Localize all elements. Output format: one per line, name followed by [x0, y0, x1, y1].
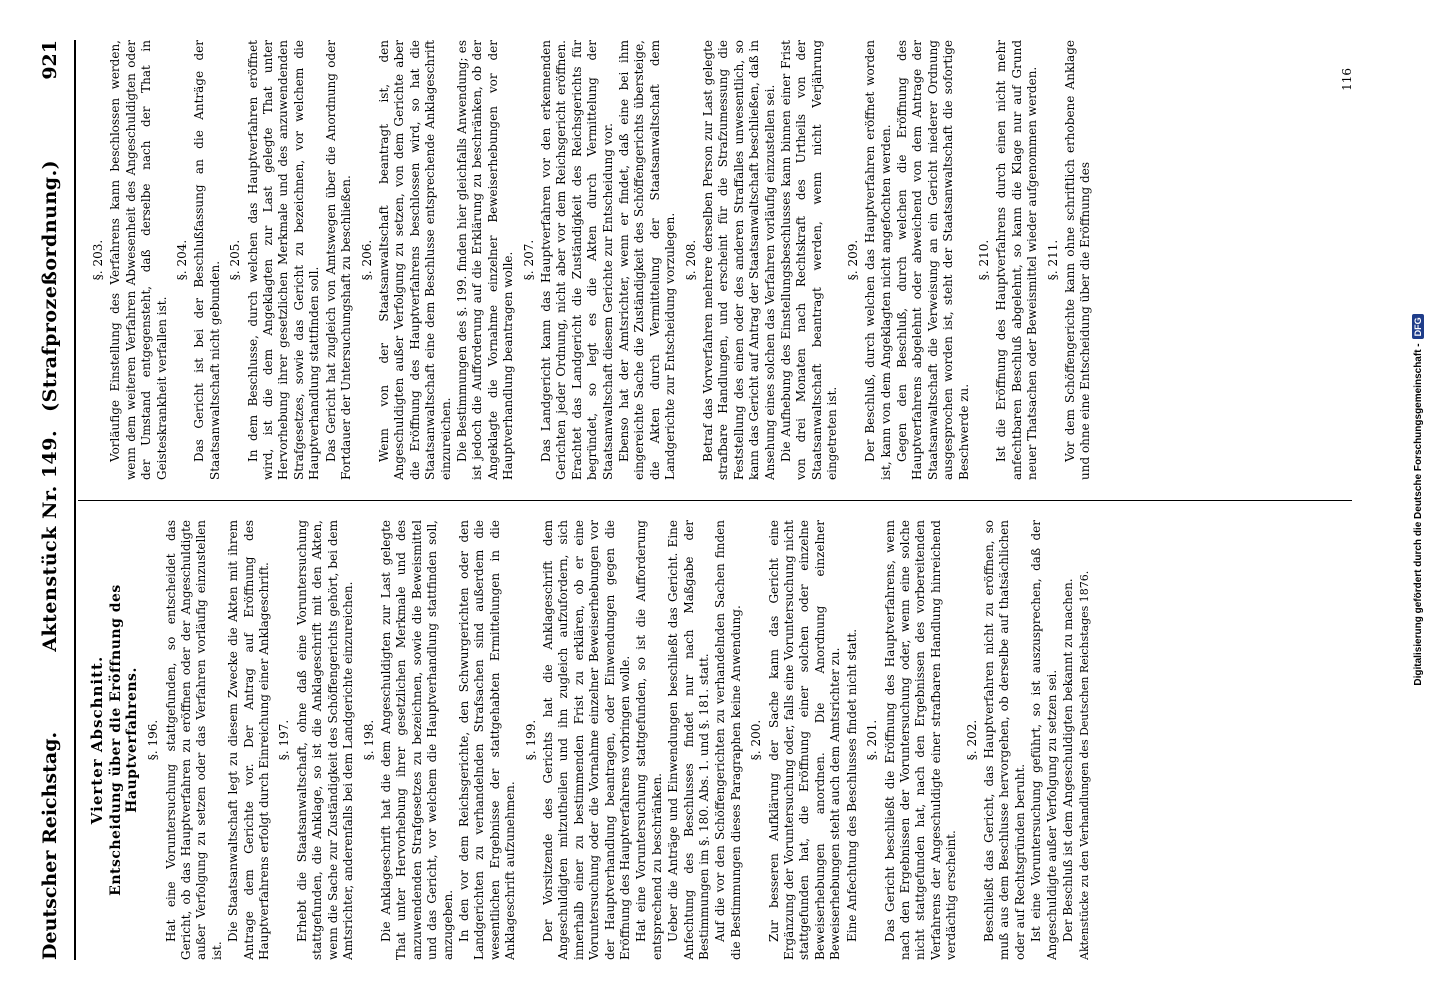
paragraph-number: §. 206. [359, 239, 374, 281]
paragraph-text: Die Bestimmungen des §. 199. finden hier gleichfalls Anwendung; es ist jedoch die Aufforderung auf die Erklärung zu beschränken, ob der Angeklagte die Vornahme einzelner Beweiserhebungen vor der Hauptverhandlung beantragen wolle. [454, 40, 516, 480]
paragraph-number: §. 196. [146, 719, 161, 761]
column-divider [78, 500, 1352, 501]
left-column [86, 520, 1380, 960]
paragraph-text: Der Vorsitzende des Gerichts hat die Anklageschrift dem Angeschuldigten mitzutheilen und ihn zugleich aufzufordern, sich innerhalb einer zu bestimmenden Frist zu erklären, ob er eine Voruntersuchung oder die Vornahme einzelner Beweiserhebungen vor der Hauptverhandlung beantragen, oder Einwendungen gegen die Eröffnung des Hauptverfahrens vorbringen wolle. [540, 520, 632, 960]
paragraph-number: §. 210. [976, 239, 991, 281]
header-publication: Deutscher Reichstag. [39, 731, 61, 960]
paragraph-number: §. 203. [91, 239, 105, 281]
paragraph-text: Ueber die Anträge und Einwendungen beschließt das Gericht. Eine Anfechtung des Beschlusses findet nur nach Maßgabe der Bestimmungen im §. 180. Abs. 1. und §. 181. statt. [666, 520, 712, 960]
paragraph-text: Hat eine Voruntersuchung stattgefunden, so ist die Aufforderung entsprechend zu beschränken. [634, 520, 664, 960]
paragraph-text: Erhebt die Staatsanwaltschaft, ohne daß eine Voruntersuchung stattgefunden, die Anklage, so ist die Anklageschrift mit den Akten, wenn die Sache zur Zuständigkeit des Schöffengerichts gehört, bei dem Amtsrichter, anderenfalls bei dem Landgerichte einzureichen. [294, 520, 356, 960]
paragraph-number: §. 209. [845, 239, 860, 281]
paragraph-text: Die Aufhebung des Einstellungsbeschlusses kann binnen einer Frist von drei Monaten nach Rechtskraft des Urtheils von der Staatsanwaltschaft beantragt werden, wenn nicht Verjährung eingetreten ist. [779, 40, 840, 480]
paragraph-number: §. 198. [361, 719, 376, 761]
paragraph-text: Vorläufige Einstellung des Verfahrens kann beschlossen werden, wenn dem weiteren Verfahren Abwesenheit des Angeschuldigten oder der Umstand entgegensteht, daß derselbe nach der That in Geisteskrankheit verfallen ist. [108, 40, 169, 480]
paragraph-text: Ebenso hat der Amtsrichter, wenn er findet, daß eine bei ihm eingereichte Sache die Zuständigkeit des Schöffengerichts übersteige, die Akten durch Vermittelung der Staatsanwaltschaft dem Landgerichte zur Entscheidung vorzulegen. [617, 40, 678, 480]
paragraph-text: Das Gericht ist bei der Beschlußfassung an die Anträge der Staatsanwaltschaft nicht gebunden. [192, 40, 222, 480]
header-title [39, 80, 61, 732]
right-column [86, 40, 1380, 480]
paragraph-text: Der Beschluß ist dem Angeschuldigten bekannt zu machen. [1060, 578, 1075, 942]
paragraph-number: §. 202. [964, 719, 979, 761]
paragraph-text: Vor dem Schöffengerichte kann ohne schriftlich erhobene Anklage und ohne eine Entscheidung über die Eröffnung des [1062, 40, 1093, 480]
header-rule [74, 40, 76, 960]
paragraph-text: Ist eine Voruntersuchung geführt, so ist auszusprechen, daß der Angeschuldigte außer Verfolgung zu setzen sei. [1029, 520, 1059, 960]
paragraph-number: §. 200. [749, 719, 764, 761]
paragraph-text: In dem Beschlusse, durch welchen das Hauptverfahren eröffnet wird, ist die dem Angeklagten zur Last gelegte That unter Hervorhebung ihrer gesetzlichen Merkmale und des anzuwendenden Strafgesetzes, sowie das Gericht zu bezeichnen, vor welchem die Hauptverhandlung stattfinden soll. [245, 40, 322, 480]
paragraph-number: §. 199. [523, 719, 538, 761]
paragraph-text: Betraf das Vorverfahren mehrere derselben Person zur Last gelegte strafbare Handlungen, und erscheint für die Strafzumessung die Feststellung des einen oder des anderen Straffalles unwesentlich, so kann das Gericht auf Antrag der Staatsanwaltschaft beschließen, daß in Ansehung eines solchen das Verfahren vorläufig einzustellen sei. [701, 40, 777, 480]
paragraph-number: §. 205. [228, 239, 243, 281]
paragraph-text: Eine Anfechtung des Beschlusses findet nicht statt. [844, 628, 859, 942]
section-subtitle: Entscheidung über die Eröffnung des Hauptverfahrens. [108, 584, 140, 896]
paragraph-text: Das Landgericht kann das Hauptverfahren vor den erkennenden Gerichten jeder Ordnung, nicht aber vor dem Reichsgericht eröffnen. Erachtet das Landgericht die Zuständigkeit des Reichsgerichts für begründet, so legt es die Akten durch Vermittelung der Staatsanwaltschaft diesem Gerichte zur Entscheidung vor. [538, 40, 615, 480]
section-title: Vierter Abschnitt. [88, 655, 106, 825]
paragraph-text: Wenn von der Staatsanwaltschaft beantragt ist, den Angeschuldigten außer Verfolgung zu setzen, von dem Gerichte aber die Eröffnung des Hauptverfahrens beschlossen wird, so hat die Staatsanwaltschaft eine dem Beschlusse entsprechende Anklageschrift einzureichen. [376, 40, 453, 480]
paragraph-text: In den vor dem Reichsgerichte, den Schwurgerichten oder den Landgerichten zu verhandelnden Strafsachen sind außerdem die wesentlichen Ergebnisse der stattgehabten Ermittelungen in die Anklageschrift aufzunehmen. [456, 520, 518, 960]
paragraph-number: §. 207. [521, 239, 536, 281]
paragraph-number: §. 197. [277, 719, 292, 761]
paragraph-text: Zur besseren Aufklärung der Sache kann das Gericht eine Ergänzung der Voruntersuchung oder, falls eine Voruntersuchung nicht stattgefunden hat, die Eröffnung einer solchen oder einzelne Beweiserhebungen anordnen. Die Anordnung einzelner Beweiserhebungen steht auch dem Amtsrichter zu. [766, 520, 843, 960]
dfg-logo-icon: DFG [1412, 314, 1424, 339]
paragraph-number: §. 204. [175, 239, 190, 281]
paragraph-text: Hat eine Voruntersuchung stattgefunden, so entscheidet das Gericht, ob das Hauptverfahren zu eröffnen oder der Angeschuldigte außer Verfolgung zu setzen oder das Verfahren vorläufig einzustellen ist. [163, 520, 224, 960]
paragraph-number: §. 201. [865, 719, 880, 761]
paragraph-text: Auf die vor den Schöffengerichten zu verhandelnden Sachen finden die Bestimmungen dieses Paragraphen keine Anwendung. [713, 520, 743, 960]
paragraph-number: §. 208. [683, 239, 698, 281]
header-document-subject: (Strafprozeßordnung.) [39, 159, 61, 412]
page-header [30, 40, 70, 960]
paragraph-text: Das Gericht beschließt die Eröffnung des Hauptverfahrens, wenn nach den Ergebnissen der Voruntersuchung oder, wenn eine solche nicht stattgefunden hat, nach den Ergebnissen des vorbereitenden Verfahrens der Angeschuldigte einer strafbaren Handlung hinreichend verdächtig erscheint. [882, 520, 959, 960]
paragraph-text: Ist die Eröffnung des Hauptverfahrens durch einen nicht mehr anfechtbaren Beschluß abgelehnt, so kann die Klage nur auf Grund neuer Thatsachen oder Beweismittel wieder aufgenommen werden. [994, 40, 1040, 480]
bottom-line: Aktenstücke zu den Verhandlungen des Deutschen Reichstages 1876. [1078, 570, 1092, 960]
paragraph-text: Beschließt das Gericht, das Hauptverfahren nicht zu eröffnen, so muß aus dem Beschlusse hervorgehen, ob derselbe auf thatsächlichen oder auf Rechtsgründen beruht. [981, 520, 1027, 960]
paragraph-text: Das Gericht hat zugleich von Amtswegen über die Anordnung oder Fortdauer der Untersuchungshaft zu beschließen. [323, 40, 354, 480]
digitization-credit [1404, 0, 1432, 1000]
paragraph-number: §. 211. [1045, 239, 1060, 281]
digitization-credit-bar [1404, 0, 1432, 1000]
paragraph-text: Der Beschluß, durch welchen das Hauptverfahren eröffnet worden ist, kann von dem Angeklagten nicht angefochten werden. [863, 40, 893, 480]
header-document-number: Aktenstück Nr. 149. [39, 429, 61, 652]
paragraph-text: Die Staatsanwaltschaft legt zu diesem Zwecke die Akten mit ihrem Antrage dem Gerichte vor. Der Antrag auf Eröffnung des Hauptverfahrens erfolgt durch Einreichung einer Anklageschrift. [226, 520, 272, 960]
signature-number: 116 [1340, 68, 1354, 91]
digitization-credit-text: Digitalisierung gefördert durch die Deutsche Forschungsgemeinschaft - [1412, 343, 1424, 686]
paragraph-text: Die Anklageschrift hat die dem Angeschuldigten zur Last gelegte That unter Hervorhebung ihrer gesetzlichen Merkmale und des anzuwendenden Strafgesetzes zu bezeichnen, sowie die Beweismittel und das Gericht, vor welchem die Hauptverhandlung stattfinden soll, anzugeben. [378, 520, 455, 960]
paragraph-text: Gegen den Beschluß, durch welchen die Eröffnung des Hauptverfahrens abgelehnt oder abweichend von dem Antrage der Staatsanwaltschaft die Verweisung an ein Gericht niederer Ordnung ausgesprochen worden ist, steht der Staatsanwaltschaft die sofortige Beschwerde zu. [894, 40, 971, 480]
page-number: 921 [39, 40, 61, 80]
